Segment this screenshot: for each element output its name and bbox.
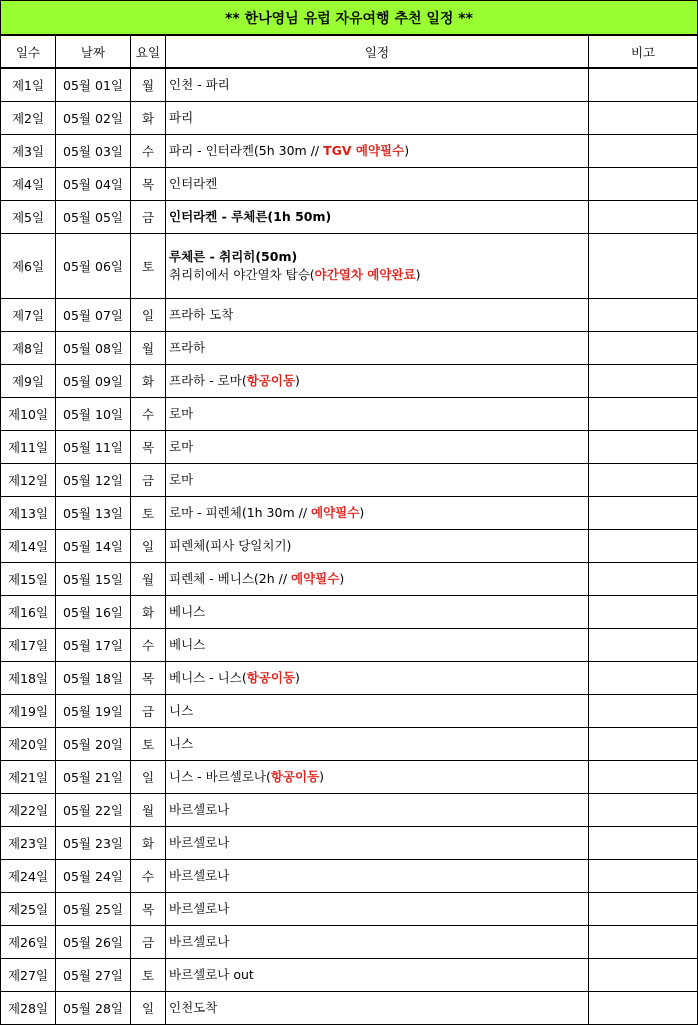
weekday-cell: 수: [131, 135, 166, 168]
plan-cell: [166, 102, 589, 135]
weekday-cell: 화: [131, 827, 166, 860]
plan-text: 로마: [169, 406, 194, 421]
table-row: [1, 563, 698, 596]
date-cell: 05월 06일: [56, 234, 131, 299]
note-cell: [589, 530, 698, 563]
table-row: [1, 102, 698, 135]
date-cell: 05월 09일: [56, 365, 131, 398]
date-cell: 05월 02일: [56, 102, 131, 135]
plan-cell: [166, 695, 589, 728]
date-cell: 05월 21일: [56, 761, 131, 794]
plan-text: ): [319, 769, 325, 784]
date-cell: 05월 13일: [56, 497, 131, 530]
weekday-cell: 일: [131, 299, 166, 332]
table-row: [1, 959, 698, 992]
plan-cell: [166, 530, 589, 563]
note-cell: [589, 959, 698, 992]
header-weekday: 요일: [131, 35, 166, 68]
note-cell: [589, 68, 698, 102]
weekday-cell: 목: [131, 431, 166, 464]
header-plan: 일정: [166, 35, 589, 68]
note-cell: [589, 431, 698, 464]
date-cell: 05월 24일: [56, 860, 131, 893]
table-row: [1, 332, 698, 365]
plan-text: 피렌체(피사 당일치기): [169, 538, 292, 553]
plan-cell: [166, 332, 589, 365]
plan-text: 바르셀로나: [169, 868, 230, 883]
plan-text: 취리히에서 야간열차 탑승(: [169, 267, 315, 282]
plan-cell: [166, 761, 589, 794]
table-row: [1, 794, 698, 827]
plan-text: 피렌체 - 베니스(2h //: [169, 571, 292, 586]
plan-cell: [166, 68, 589, 102]
highlight-text: 항공이동: [246, 373, 296, 388]
date-cell: 05월 25일: [56, 893, 131, 926]
weekday-cell: 목: [131, 893, 166, 926]
day-cell: 제9일: [1, 365, 56, 398]
highlight-text: 항공이동: [270, 769, 320, 784]
plan-cell: [166, 596, 589, 629]
weekday-cell: 월: [131, 563, 166, 596]
plan-text: 파리 - 인터라켄(5h 30m //: [169, 143, 324, 158]
table-row: [1, 860, 698, 893]
plan-text: 인터라켄: [169, 176, 218, 191]
day-cell: 제5일: [1, 201, 56, 234]
date-cell: 05월 15일: [56, 563, 131, 596]
weekday-cell: 월: [131, 332, 166, 365]
note-cell: [589, 398, 698, 431]
date-cell: 05월 28일: [56, 992, 131, 1025]
note-cell: [589, 794, 698, 827]
table-row: [1, 530, 698, 563]
day-cell: 제25일: [1, 893, 56, 926]
date-cell: 05월 14일: [56, 530, 131, 563]
plan-text: 로마: [169, 439, 194, 454]
plan-text: 바르셀로나: [169, 901, 230, 916]
date-cell: 05월 11일: [56, 431, 131, 464]
plan-cell: [166, 201, 589, 234]
table-row: [1, 68, 698, 102]
plan-text: ): [359, 505, 365, 520]
table-row: [1, 827, 698, 860]
day-cell: 제13일: [1, 497, 56, 530]
day-cell: 제17일: [1, 629, 56, 662]
note-cell: [589, 662, 698, 695]
note-cell: [589, 464, 698, 497]
table-row: [1, 299, 698, 332]
header-date: 날짜: [56, 35, 131, 68]
weekday-cell: 목: [131, 168, 166, 201]
day-cell: 제2일: [1, 102, 56, 135]
date-cell: 05월 05일: [56, 201, 131, 234]
day-cell: 제24일: [1, 860, 56, 893]
note-cell: [589, 596, 698, 629]
weekday-cell: 수: [131, 629, 166, 662]
plan-text: 프라하: [169, 340, 206, 355]
day-cell: 제26일: [1, 926, 56, 959]
note-cell: [589, 168, 698, 201]
plan-text: 프라하 도착: [169, 307, 234, 322]
plan-text: 베니스: [169, 637, 206, 652]
table-row: [1, 992, 698, 1025]
table-row: [1, 365, 698, 398]
table-row: [1, 201, 698, 234]
highlight-text: 예약필수: [291, 571, 340, 586]
highlight-text: 예약필수: [311, 505, 360, 520]
table-row: [1, 596, 698, 629]
date-cell: 05월 07일: [56, 299, 131, 332]
day-cell: 제6일: [1, 234, 56, 299]
plan-cell: [166, 135, 589, 168]
header-row: [1, 35, 698, 68]
date-cell: 05월 26일: [56, 926, 131, 959]
note-cell: [589, 860, 698, 893]
date-cell: 05월 23일: [56, 827, 131, 860]
plan-cell: [166, 662, 589, 695]
plan-cell: [166, 234, 589, 299]
plan-text: 베니스: [169, 604, 206, 619]
plan-cell: [166, 563, 589, 596]
date-cell: 05월 12일: [56, 464, 131, 497]
weekday-cell: 일: [131, 761, 166, 794]
weekday-cell: 금: [131, 695, 166, 728]
highlight-text: 야간열차 예약완료: [314, 267, 416, 282]
plan-text: 베니스 - 니스(: [169, 670, 247, 685]
weekday-cell: 토: [131, 728, 166, 761]
day-cell: 제15일: [1, 563, 56, 596]
weekday-cell: 목: [131, 662, 166, 695]
plan-cell: [166, 728, 589, 761]
plan-cell: [166, 992, 589, 1025]
plan-cell: [166, 464, 589, 497]
table-row: [1, 662, 698, 695]
table-row: [1, 431, 698, 464]
note-cell: [589, 827, 698, 860]
date-cell: 05월 01일: [56, 68, 131, 102]
note-cell: [589, 497, 698, 530]
day-cell: 제20일: [1, 728, 56, 761]
plan-text: 바르셀로나 out: [169, 967, 254, 982]
note-cell: [589, 629, 698, 662]
note-cell: [589, 332, 698, 365]
plan-cell: [166, 893, 589, 926]
plan-text: ): [339, 571, 345, 586]
plan-text: 루체른 - 취리히(50m): [169, 249, 298, 264]
day-cell: 제4일: [1, 168, 56, 201]
table-row: [1, 695, 698, 728]
plan-text: 니스 - 바르셀로나(: [169, 769, 271, 784]
header-day: 일수: [1, 35, 56, 68]
plan-text: 로마 - 피렌체(1h 30m //: [169, 505, 312, 520]
plan-text: 인천도착: [169, 1000, 218, 1015]
date-cell: 05월 17일: [56, 629, 131, 662]
plan-cell: [166, 365, 589, 398]
title-row: [1, 1, 698, 36]
plan-text: ): [295, 670, 300, 685]
day-cell: 제28일: [1, 992, 56, 1025]
note-cell: [589, 695, 698, 728]
note-cell: [589, 234, 698, 299]
weekday-cell: 수: [131, 398, 166, 431]
day-cell: 제19일: [1, 695, 56, 728]
day-cell: 제3일: [1, 135, 56, 168]
date-cell: 05월 18일: [56, 662, 131, 695]
weekday-cell: 일: [131, 992, 166, 1025]
plan-cell: [166, 926, 589, 959]
date-cell: 05월 04일: [56, 168, 131, 201]
date-cell: 05월 10일: [56, 398, 131, 431]
table-row: [1, 234, 698, 299]
plan-text: 파리: [169, 110, 194, 125]
header-note: 비고: [589, 35, 698, 68]
weekday-cell: 토: [131, 959, 166, 992]
note-cell: [589, 365, 698, 398]
day-cell: 제12일: [1, 464, 56, 497]
weekday-cell: 화: [131, 596, 166, 629]
weekday-cell: 화: [131, 102, 166, 135]
weekday-cell: 수: [131, 860, 166, 893]
weekday-cell: 화: [131, 365, 166, 398]
plan-text: 프라하 - 로마(: [169, 373, 247, 388]
plan-cell: [166, 497, 589, 530]
plan-text: 인터라켄 - 루체른(1h 50m): [169, 209, 332, 224]
note-cell: [589, 563, 698, 596]
plan-text: 로마: [169, 472, 194, 487]
plan-text: 인천 - 파리: [169, 77, 230, 92]
plan-cell: [166, 860, 589, 893]
plan-cell: [166, 827, 589, 860]
note-cell: [589, 135, 698, 168]
note-cell: [589, 893, 698, 926]
date-cell: 05월 19일: [56, 695, 131, 728]
table-row: [1, 761, 698, 794]
weekday-cell: 일: [131, 530, 166, 563]
plan-cell: [166, 629, 589, 662]
weekday-cell: 금: [131, 464, 166, 497]
weekday-cell: 월: [131, 794, 166, 827]
plan-text: 니스: [169, 703, 194, 718]
note-cell: [589, 102, 698, 135]
day-cell: 제14일: [1, 530, 56, 563]
weekday-cell: 월: [131, 68, 166, 102]
plan-text: 바르셀로나: [169, 802, 230, 817]
table-row: [1, 135, 698, 168]
plan-cell: [166, 431, 589, 464]
highlight-text: TGV 예약필수: [323, 143, 405, 158]
day-cell: 제18일: [1, 662, 56, 695]
plan-cell: [166, 168, 589, 201]
plan-cell: [166, 794, 589, 827]
note-cell: [589, 761, 698, 794]
plan-cell: [166, 959, 589, 992]
plan-text: ): [404, 143, 410, 158]
plan-text: ): [295, 373, 300, 388]
table-row: [1, 398, 698, 431]
day-cell: 제10일: [1, 398, 56, 431]
table-row: [1, 629, 698, 662]
note-cell: [589, 728, 698, 761]
table-row: [1, 168, 698, 201]
day-cell: 제1일: [1, 68, 56, 102]
plan-cell: [166, 299, 589, 332]
plan-text: ): [415, 267, 421, 282]
date-cell: 05월 03일: [56, 135, 131, 168]
date-cell: 05월 22일: [56, 794, 131, 827]
day-cell: 제27일: [1, 959, 56, 992]
day-cell: 제21일: [1, 761, 56, 794]
table-row: [1, 728, 698, 761]
day-cell: 제22일: [1, 794, 56, 827]
day-cell: 제8일: [1, 332, 56, 365]
day-cell: 제23일: [1, 827, 56, 860]
date-cell: 05월 27일: [56, 959, 131, 992]
highlight-text: 항공이동: [246, 670, 296, 685]
day-cell: 제11일: [1, 431, 56, 464]
weekday-cell: 토: [131, 234, 166, 299]
table-row: [1, 497, 698, 530]
plan-cell: [166, 398, 589, 431]
plan-text: 니스: [169, 736, 194, 751]
note-cell: [589, 926, 698, 959]
plan-text: 바르셀로나: [169, 934, 230, 949]
date-cell: 05월 20일: [56, 728, 131, 761]
page-title: ** 한나영님 유럽 자유여행 추천 일정 **: [1, 1, 698, 36]
day-cell: 제16일: [1, 596, 56, 629]
plan-text: 바르셀로나: [169, 835, 230, 850]
table-row: [1, 926, 698, 959]
note-cell: [589, 992, 698, 1025]
day-cell: 제7일: [1, 299, 56, 332]
date-cell: 05월 16일: [56, 596, 131, 629]
weekday-cell: 금: [131, 926, 166, 959]
table-row: [1, 464, 698, 497]
weekday-cell: 토: [131, 497, 166, 530]
date-cell: 05월 08일: [56, 332, 131, 365]
weekday-cell: 금: [131, 201, 166, 234]
note-cell: [589, 299, 698, 332]
table-row: [1, 893, 698, 926]
note-cell: [589, 201, 698, 234]
